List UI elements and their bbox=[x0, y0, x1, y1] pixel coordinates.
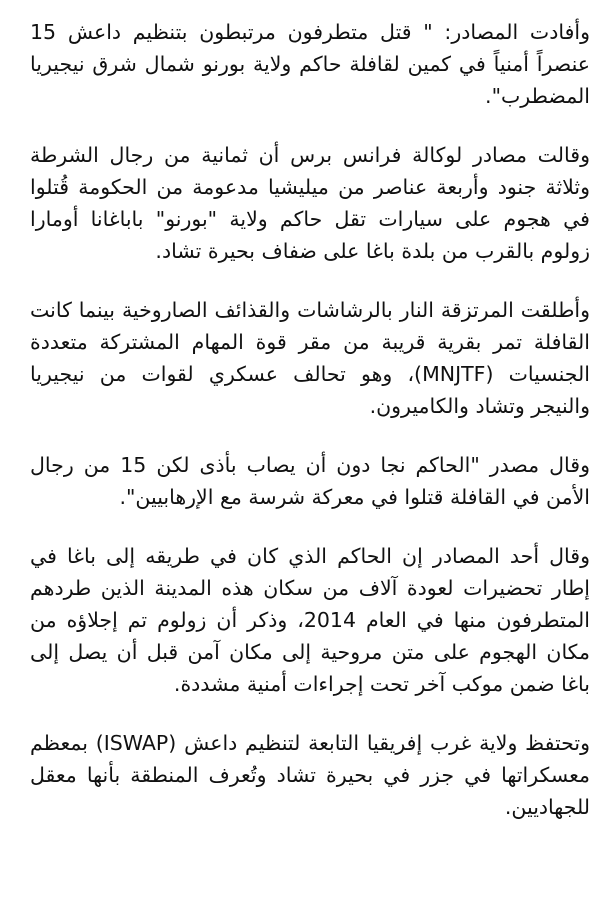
article-paragraph-2: وقالت مصادر لوكالة فرانس برس أن ثمانية من رجال الشرطة وثلاثة جنود وأربعة عناصر من ميليشيا مدعومة من الحكومة قُتلوا في هجوم على سيارات تقل حاكم ولاية "بورنو" باباغانا أومارا زولوم بالقرب من بلدة باغا على ضفاف بحيرة تشاد. bbox=[30, 143, 590, 263]
article-paragraph-1: وأفادت المصادر: " قتل متطرفون مرتبطون بتنظيم داعش 15 عنصراً أمنياً في كمين لقافلة حاكم ولاية بورنو شمال شرق نيجيريا المضطرب". bbox=[30, 20, 590, 108]
article-paragraph-4: وقال مصدر "الحاكم نجا دون أن يصاب بأذى لكن 15 من رجال الأمن في القافلة قتلوا في معركة شرسة مع الإرهابيين". bbox=[30, 453, 590, 509]
article-paragraph-5: وقال أحد المصادر إن الحاكم الذي كان في طريقه إلى باغا في إطار تحضيرات لعودة آلاف من سكان هذه المدينة الذين طردهم المتطرفون منها في العام 2014، وذكر أن زولوم تم إجلاؤه من مكان الهجوم على متن مروحية إلى مكان آمن قبل أن يصل إلى باغا ضمن موكب آخر تحت إجراءات أمنية مشددة. bbox=[30, 544, 590, 696]
article-paragraph-3: وأطلقت المرتزقة النار بالرشاشات والقذائف الصاروخية بينما كانت القافلة تمر بقرية قريبة من مقر قوة المهام المشتركة متعددة الجنسيات (MNJTF)، وهو تحالف عسكري لقوات من نيجيريا والنيجر وتشاد والكاميرون. bbox=[30, 298, 590, 418]
article-paragraph-6: وتحتفظ ولاية غرب إفريقيا التابعة لتنظيم داعش (ISWAP) بمعظم معسكراتها في جزر في بحيرة تشاد وتُعرف المنطقة بأنها معقل للجهاديين. bbox=[30, 731, 590, 819]
